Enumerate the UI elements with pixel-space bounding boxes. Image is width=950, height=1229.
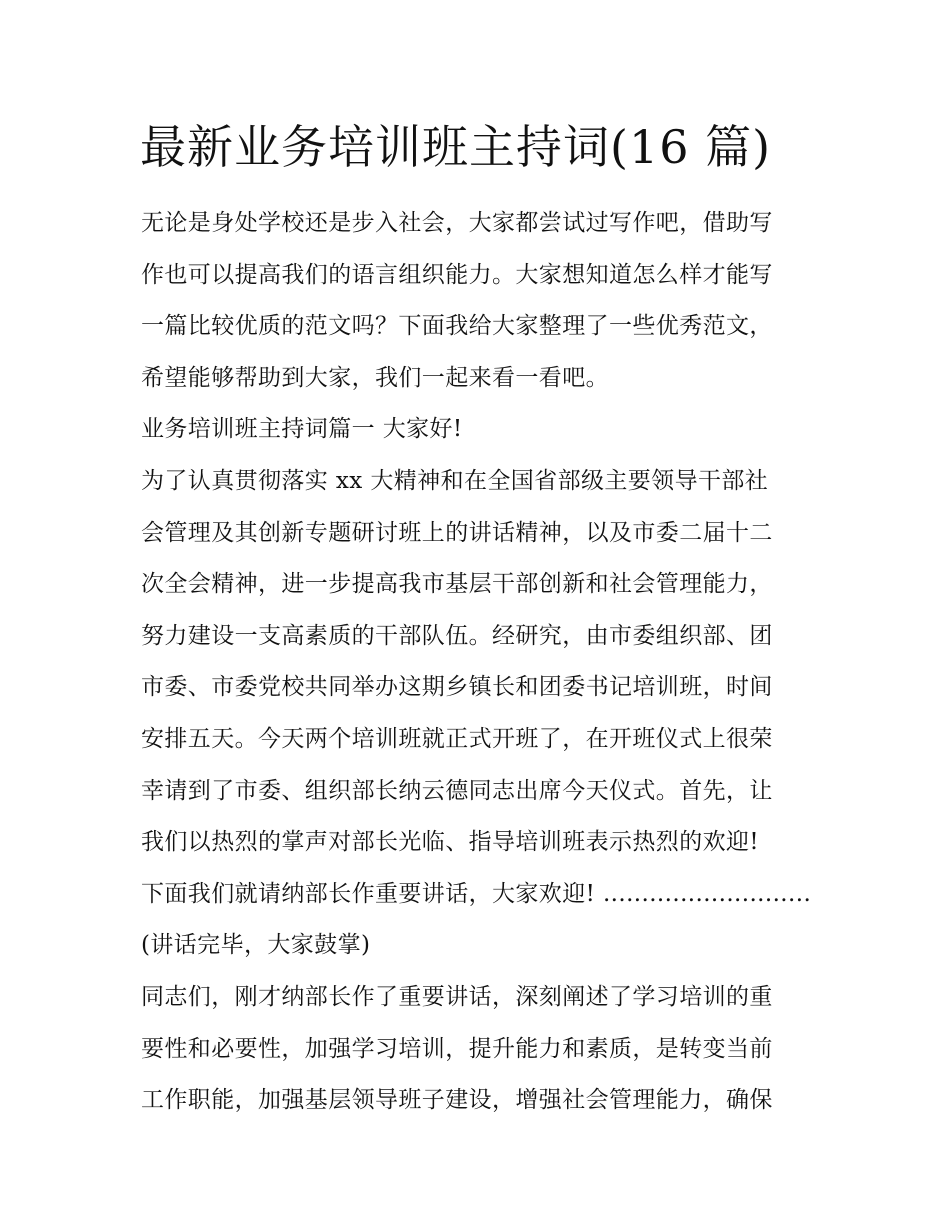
document-body — [141, 198, 821, 1127]
section-heading-line: 业务培训班主持词篇一 大家好! — [141, 416, 463, 443]
paragraph-line: 工作职能，加强基层领导班子建设，增强社会管理能力，确保 — [141, 1087, 773, 1114]
paragraph-line: 无论是身处学校还是步入社会，大家都尝试过写作吧，借助写 — [141, 210, 773, 236]
paragraph-line: 次全会精神，进一步提高我市基层干部创新和社会管理能力， — [141, 571, 773, 598]
paragraph-line: 努力建设一支高素质的干部队伍。经研究，由市委组织部、团 — [141, 622, 773, 649]
paragraph-line: 幸请到了市委、组织部长纳云德同志出席今天仪式。首先，让 — [141, 777, 773, 804]
paragraph-line: 安排五天。今天两个培训班就正式开班了，在开班仪式上很荣 — [141, 725, 773, 752]
paragraph-line: 同志们，刚才纳部长作了重要讲话，深刻阐述了学习培训的重 — [141, 983, 773, 1010]
paragraph-line: 市委、市委党校共同举办这期乡镇长和团委书记培训班，时间 — [141, 674, 773, 701]
paragraph-line: 要性和必要性，加强学习培训，提升能力和素质，是转变当前 — [141, 1035, 773, 1062]
document-title: 最新业务培训班主持词(16 篇) — [140, 120, 772, 174]
paragraph-line: 一篇比较优质的范文吗？下面我给大家整理了一些优秀范文， — [141, 313, 773, 340]
paragraph-line: 希望能够帮助到大家，我们一起来看一看吧。 — [141, 364, 609, 391]
paragraph-line: 我们以热烈的掌声对部长光临、指导培训班表示热烈的欢迎! — [141, 829, 760, 856]
paragraph-line: 为了认真贯彻落实 xx 大精神和在全国省部级主要领导干部社 — [141, 467, 769, 494]
paragraph-line: (讲话完毕，大家鼓掌) — [141, 932, 371, 959]
paragraph-line: 会管理及其创新专题研讨班上的讲话精神，以及市委二届十二 — [141, 519, 773, 546]
paragraph-line: 作也可以提高我们的语言组织能力。大家想知道怎么样才能写 — [141, 261, 773, 288]
paragraph-line: 下面我们就请纳部长作重要讲话，大家欢迎! ........................... — [141, 880, 812, 907]
